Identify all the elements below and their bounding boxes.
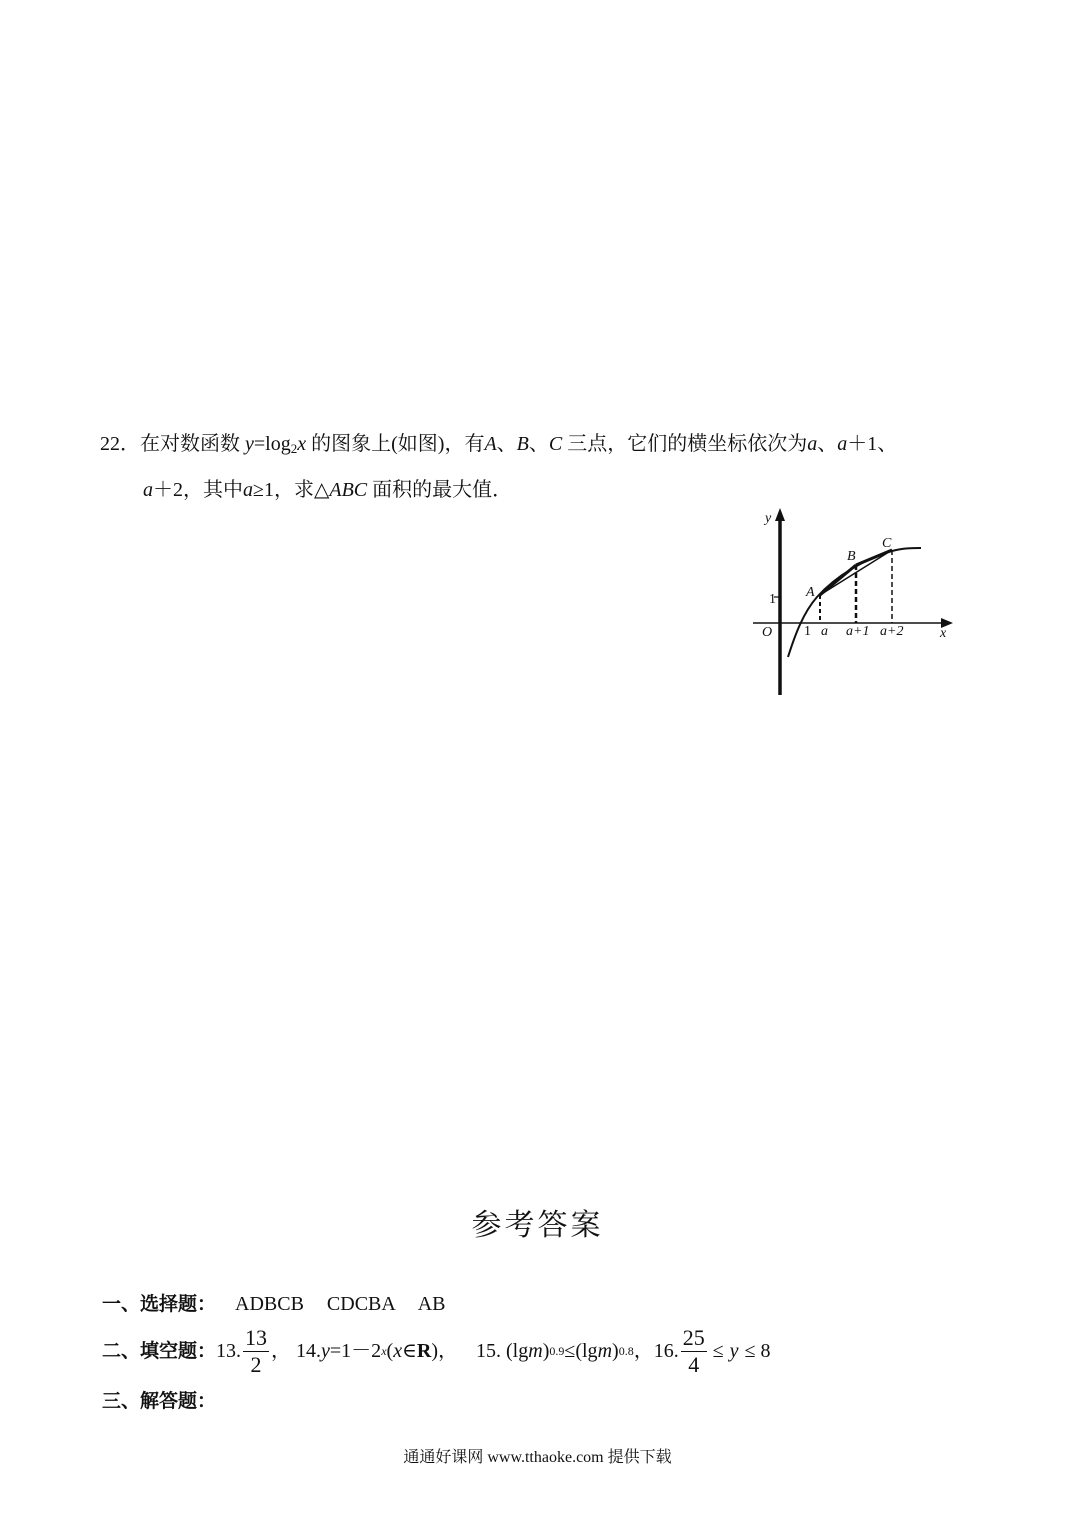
solve-heading: 三、解答题： bbox=[102, 1390, 217, 1412]
question-22-line-2: a＋2，其中a≥1，求△ABC 面积的最大值． bbox=[143, 479, 513, 501]
segment-bc bbox=[856, 550, 892, 565]
point-b-label: B bbox=[847, 549, 856, 564]
y-value-1-label: 1 bbox=[769, 592, 776, 607]
answers-title: 参考答案 bbox=[471, 1208, 604, 1243]
y-axis-arrow bbox=[775, 508, 785, 521]
point-c-label: C bbox=[882, 536, 892, 551]
x-axis-label: x bbox=[940, 626, 947, 641]
choice-group-2: CDCBA bbox=[326, 1293, 395, 1315]
log-function-graph bbox=[745, 505, 960, 700]
question-number: 22． bbox=[100, 433, 140, 455]
page-footer: 通通好课网 www.tthaoke.com 提供下载 bbox=[403, 1449, 672, 1466]
segment-ac bbox=[820, 550, 892, 595]
choice-group-1: ADBCB bbox=[235, 1293, 304, 1315]
origin-label: O bbox=[762, 625, 773, 640]
fill-heading: 二、填空题： bbox=[102, 1340, 217, 1362]
choice-heading: 一、选择题： bbox=[102, 1293, 217, 1315]
fraction-25-over-4: $\frac{25}{4}$ bbox=[682, 1324, 705, 1377]
x-value-a-plus-1-label: a+1 bbox=[846, 624, 870, 639]
y-axis-label: y bbox=[765, 511, 772, 526]
choice-group-3: AB bbox=[417, 1293, 446, 1315]
fraction-13-over-2: $\frac{13}{2}$ bbox=[245, 1324, 268, 1377]
choice-answers bbox=[102, 1290, 446, 1318]
segment-ab bbox=[820, 565, 856, 595]
solve-answers bbox=[102, 1387, 216, 1415]
fill-answers: 二、填空题： 13. $\frac{13}{2}$ ， 14. y =1－2 x ( x ∈ R )， 15. (lg m ) 0.9 ≤(lg m ) 0.8 ， 16. $\frac{25}{4}$ ≤ y ≤ 8 bbox=[102, 1324, 771, 1377]
x-value-a-label: a bbox=[821, 624, 828, 639]
x-value-1-label: 1 bbox=[804, 624, 811, 639]
question-22-line-1: 22．在对数函数 $y=\log_2x$ 的图象上(如图)，有A、B、C 三点，它们的横坐标依次为a、a＋1、 bbox=[100, 433, 898, 456]
x-value-a-plus-2-label: a+2 bbox=[880, 624, 904, 639]
point-a-label: A bbox=[806, 585, 815, 600]
